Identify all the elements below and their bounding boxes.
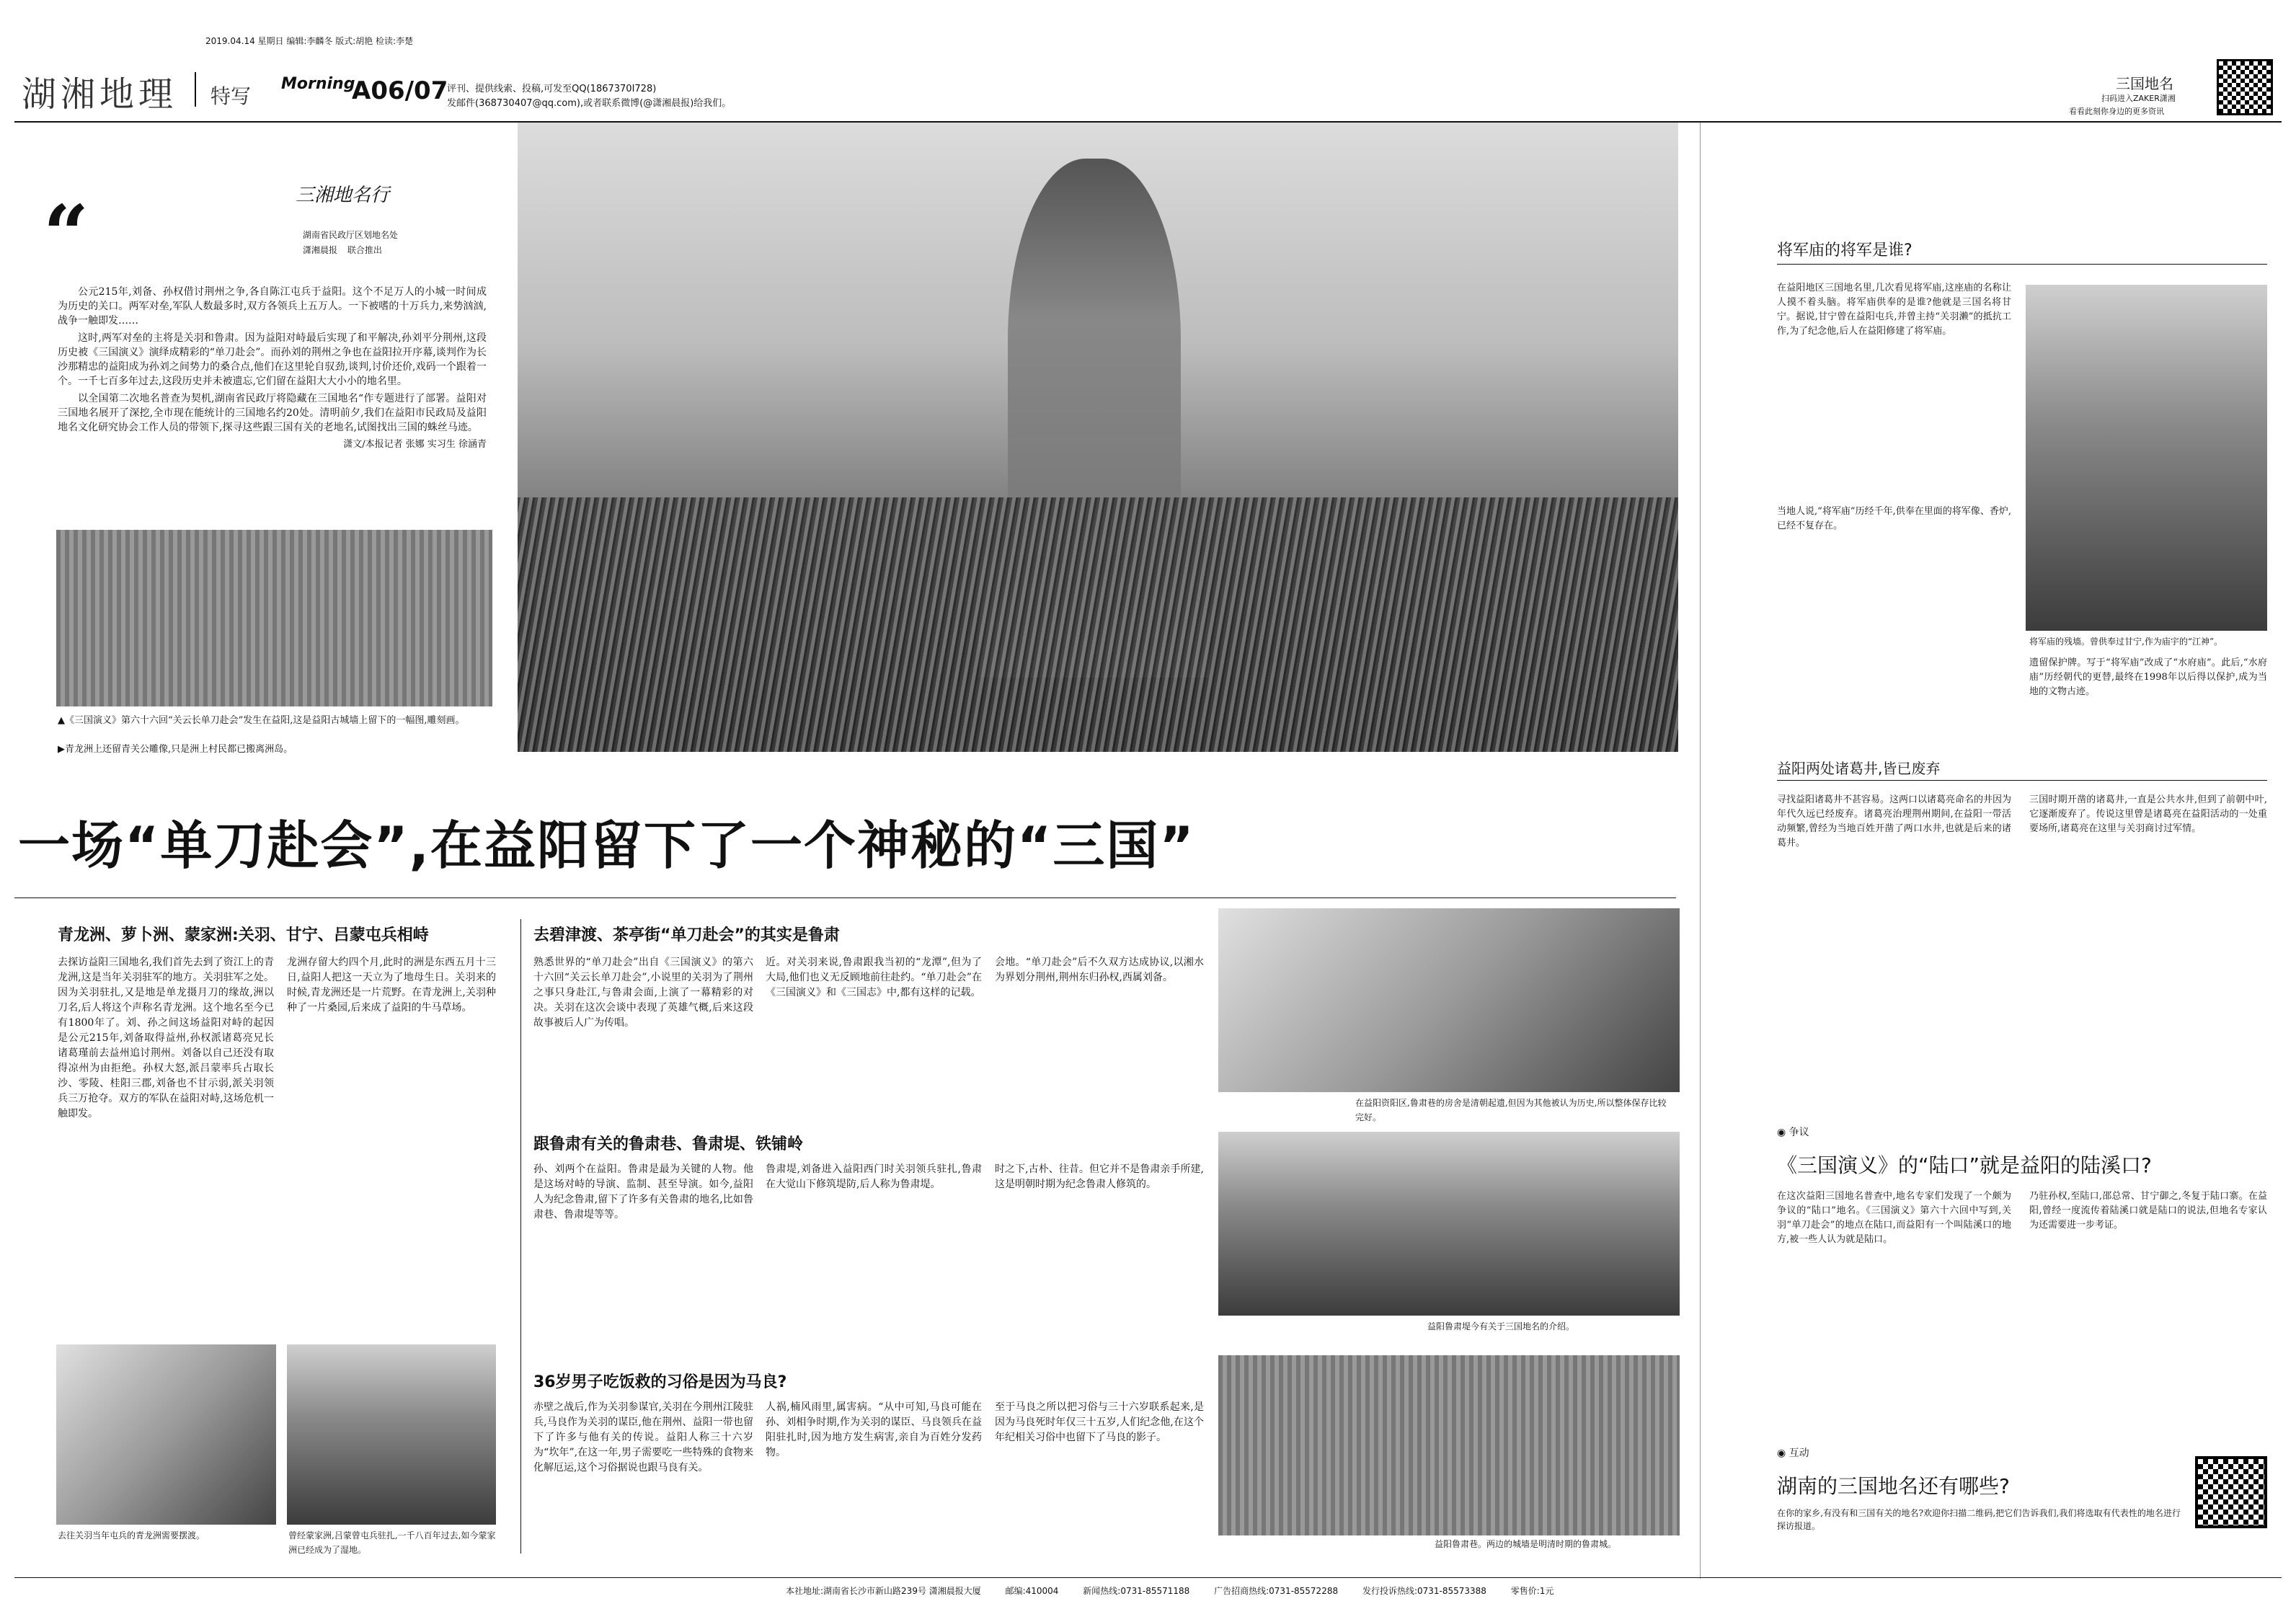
contact-line-1: 评刊、提供线索、投稿,可发至QQ(1867370I728): [447, 84, 657, 94]
sec4-col-b: 人祸,楠风雨里,属害病。“从中可知,马良可能在孙、刘相争时期,作为关羽的谋臣、马良领兵在益阳驻扎时,因为地方发生病害,亲自为百姓分发药物。: [766, 1401, 982, 1458]
intro-p1: 公元215年,刘备、孙权借讨荆州之争,各自陈江屯兵于益阳。这个不足万人的小城一时间成为历史的关口。两军对垒,军队人数最多时,双方各领兵上五万人。一下被嗜的十万兵力,来势汹汹,战争一触即发……: [58, 286, 487, 327]
sec1-col-a: 去探访益阳三国地名,我们首先去到了资江上的青龙洲,这是当年关羽驻军的地方。关羽驻军之处。因为关羽驻扎,又是地是单龙摄月刀的缘故,洲以刀名,后人将这个声称名青龙洲。这个地名至今已有1800年了。刘、孙之间这场益阳对峙的起因是公元215年,刘备取得益州,孙权派诸葛亮兄长诸葛瑾前去益州追讨荆州。刘备以自己还没有取得凉州为由拒绝。孙权大怒,派吕蒙率兵占取长沙、零陵、桂阳三郡,刘备也不甘示弱,派关羽领兵三万抢夺。双方的军队在益阳对峙,这场危机一触即发。: [58, 957, 274, 1120]
ferry-caption: 去往关羽当年屯兵的青龙洲需要摆渡。: [58, 1530, 205, 1541]
brand-text: Morning: [281, 75, 355, 93]
temple-caption: 将军庙的残墙。曾供奉过甘宁,作为庙宇的“江神”。: [2029, 637, 2223, 647]
sec3-title: 跟鲁肃有关的鲁肃巷、鲁肃堤、铁铺岭: [533, 1135, 804, 1153]
intro-p2: 这时,两军对垒的主将是关羽和鲁肃。因为益阳对峙最后实现了和平解决,孙刘平分荆州,这段历史被《三国演义》演绎成精彩的“单刀赴会”。而孙刘的荆州之争也在益阳拉开序幕,谈判作为长沙那精忠的益阳成为孙刘之间势力的桑合点,他们在这里轮自驭劲,谈判,讨价还价,戏码一个跟着一个。一千七百多年过去,这段历史并未被遗忘,它们留在益阳大大小小的地名里。: [58, 332, 487, 387]
header-divider: [195, 72, 196, 107]
mengjiazhou-caption: 曾经蒙家洲,吕蒙曾屯兵驻扎,一千八百年过去,如今蒙家洲已经成为了湿地。: [288, 1530, 496, 1555]
right-sub-2: 看看此刻你身边的更多资讯: [2069, 107, 2164, 116]
right-sec2-col-b: 三国时期开凿的诸葛井,一直是公共水井,但到了前朝中叶,它逐渐废弃了。传说这里曾是诸葛亮在益阳活动的一处重要场所,诸葛亮在这里与关羽商讨过军情。: [2029, 794, 2267, 834]
sec3-col-b: 鲁肃堤,刘备进入益阳西门时关羽领兵驻扎,鲁肃在大觉山下修筑堤防,后人称为鲁肃堤。: [766, 1163, 982, 1190]
dispute-tag-label: 争议: [1789, 1127, 1809, 1138]
right-sec2-rule: [1777, 780, 2267, 781]
right-sub-1: 扫码进入ZAKER潇湘: [2101, 94, 2176, 103]
dispute-col-b: 乃驻孙权,至陆口,邵总常、甘宁御之,冬复于陆口寨。在益阳,曾经一度流传着陆溪口就是陆口的说法,但地名专家认为还需要进一步考证。: [2029, 1191, 2267, 1231]
footer: [786, 1584, 1553, 1597]
mural-photo: [56, 530, 492, 706]
sec2-col-c: 会地。“单刀赴会”后不久双方达成协议,以湘水为界划分荆州,荆州东归孙权,西属刘备。: [995, 957, 1204, 983]
sec3-col-c: 时之下,古朴、往昔。但它并不是鲁肃亲手所建,这是明朝时期为纪念鲁肃人修筑的。: [995, 1163, 1204, 1190]
right-sec2-title: 益阳两处诸葛井,皆已废弃: [1777, 760, 1941, 777]
lusu-wall-man-photo: [1218, 1355, 1680, 1535]
headline: 一场“单刀赴会”,在益阳留下了一个神秘的“三国”: [18, 815, 1195, 876]
house-caption: 在益阳资阳区,鲁肃巷的房舍是清朝起遗,但因为其他被认为历史,所以整体保存比较完好。: [1355, 1098, 1667, 1122]
col-divider-1: [520, 919, 521, 1553]
footer-rule: [14, 1577, 2282, 1578]
sec2-col-b: 近。对关羽来说,鲁肃跟我当初的“龙潭”,但为了大局,他们也义无反顾地前往赴约。“单刀赴会”在《三国演义》和《三国志》中,都有这样的记载。: [766, 957, 982, 998]
right-page-title: 三国地名: [2116, 75, 2173, 92]
sec4-title: 36岁男子吃饭救的习俗是因为马良?: [533, 1373, 787, 1391]
right-sec1-rule: [1777, 264, 2267, 265]
contact-line-2: 发邮件(368730407@qq.com),或者联系微博(@潇湘晨报)给我们。: [447, 98, 732, 109]
interact-tag: [1777, 1445, 1809, 1460]
sec2-title: 去碧津渡、茶亭街“单刀赴会”的其实是鲁肃: [533, 926, 840, 944]
section-title: 湖湘地理: [22, 74, 178, 115]
sec4-col-a: 赤壁之战后,作为关羽参谋官,关羽在今荆州江陵驻兵,马良作为关羽的谋臣,他在荆州、益阳一带也留下了许多与他有关的传说。益阳人称三十六岁为“坎年”,在这一年,男子需要吃一些特殊的食物来化解厄运,这个习俗据说也跟马良有关。: [533, 1401, 753, 1473]
sec3-col-a: 孙、刘两个在益阳。鲁肃是最为关键的人物。他是这场对峙的导演、监制、甚至导演。如今,益阳人为纪念鲁肃,留下了许多有关鲁肃的地名,比如鲁肃巷、鲁肃堤等等。: [533, 1163, 753, 1220]
footer-ad: 广告招商热线:0731-85572288: [1214, 1586, 1339, 1596]
sec4-col-c: 至于马良之所以把习俗与三十六岁联系起来,是因为马良死时年仅三十五岁,人们纪念他,在这个年纪相关习俗中也留下了马良的影子。: [995, 1401, 1204, 1443]
qr-code-header[interactable]: [2217, 59, 2273, 115]
interact-title: 湖南的三国地名还有哪些?: [1777, 1474, 2010, 1498]
dispute-col-a: 在这次益阳三国地名普查中,地名专家们发现了一个颇为争议的“陆口”地名。《三国演义》第六十六回中写到,关羽“单刀赴会”的地点在陆口,而益阳有一个叫陆溪口的地方,被一些人认为就是陆口。: [1777, 1191, 2011, 1245]
sec1-col-b: 龙洲存留大约四个月,此时的洲是东西五月十三日,益阳人把这一天立为了地母生日。关羽来的时候,青龙洲还是一片荒野。在青龙洲上,关羽种种了一片桑园,后来成了益阳的牛马草场。: [287, 957, 496, 1014]
lusu-dike-photo: [1218, 1132, 1680, 1316]
footer-address: 本社地址:湖南省长沙市新山路239号 潇湘晨报大厦: [786, 1586, 981, 1596]
hero-photo-statue: [518, 123, 1678, 752]
mural-caption: ▲《三国演义》第六十六回“关云长单刀赴会”发生在益阳,这是益阳古城墙上留下的一幅图,雕刻画。: [58, 715, 465, 726]
footer-hotline: 新闻热线:0731-85571188: [1083, 1586, 1190, 1596]
quote-mark-icon: “: [43, 187, 89, 280]
right-sec1-col-b: 当地人说,“将军庙”历经千年,供奉在里面的将军像、香炉,已经不复存在。: [1777, 506, 2011, 531]
page-fold: [1700, 123, 1701, 1579]
page-number: A06/07: [352, 76, 448, 105]
sec2-col-a: 熟悉世界的“单刀赴会”出自《三国演义》的第六十六回“关云长单刀赴会”,小说里的关羽为了荆州之事只身赴江,与鲁肃会面,上演了一幕精彩的对决。关羽在这次会谈中表现了英雄气概,后来这段故事被后人广为传唱。: [533, 957, 753, 1029]
footer-price: 零售价:1元: [1510, 1586, 1554, 1596]
grass-foreground: [518, 497, 1678, 752]
dispute-tag: [1777, 1125, 1809, 1139]
column-logo-partner-2: 联合推出: [347, 245, 382, 255]
column-logo-partner-1: 潇湘晨报: [303, 245, 338, 255]
intro-byline: 潇文/本报记者 张娜 实习生 徐涵青: [343, 439, 487, 450]
sec1-title: 青龙洲、萝卜洲、蒙家洲:关羽、甘宁、吕蒙屯兵相峙: [58, 926, 429, 944]
temple-extra-text: 遗留保护牌。写于“将军庙”改成了“水府庙”。此后,“水府庙”历经朝代的更替,最终在1998年以后得以保护,成为当地的文物古迹。: [2029, 657, 2267, 697]
interact-tag-label: 互动: [1789, 1448, 1809, 1459]
column-logo-line-2: [303, 244, 418, 256]
footer-dist: 发行投诉热线:0731-85573388: [1362, 1586, 1486, 1596]
column-logo-title: 三湘地名行: [296, 185, 390, 206]
right-sec1-col-a: 在益阳地区三国地名里,几次看见将军庙,这座庙的名称让人摸不着头脑。将军庙供奉的是谁?他就是三国名将甘宁。据说,甘宁曾在益阳屯兵,并曾主持“关羽濑”的抵抗工作,为了纪念他,后人在益阳修建了将军庙。: [1777, 283, 2011, 337]
interact-tag-icon: ◉: [1777, 1448, 1789, 1459]
intro-p3: 以全国第二次地名普查为契机,湖南省民政厅将隐藏在三国地名“作专题进行了部署。益阳对三国地名展开了深挖,全市现在能统计的三国地名约20处。清明前夕,我们在益阳市民政局及益阳地名文化研究协会工作人员的带领下,探寻这些跟三国有关的老地名,试图找出三国的蛛丝马迹。: [58, 393, 487, 433]
ferry-photo: [56, 1344, 276, 1525]
right-sec2-col-a: 寻找益阳诸葛井不甚容易。这两口以诸葛亮命名的井因为年代久远已经废弃。诸葛亮治理荆州期间,在益阳一带活动频繁,曾经为当地百姓开凿了两口水井,也就是后来的诸葛井。: [1777, 794, 2012, 848]
mengjiazhou-photo: [287, 1344, 496, 1525]
right-sec1-title: 将军庙的将军是谁?: [1777, 241, 1912, 260]
section-tag: 特写: [210, 84, 252, 108]
date-line: 2019.04.14 星期日 编辑:李麟冬 版式:胡艳 检读:李楚: [205, 36, 414, 46]
footer-postcode: 邮编:410004: [1005, 1586, 1059, 1596]
column-logo-line-1: 湖南省民政厅区划地名处: [303, 230, 399, 240]
qr-code-interact[interactable]: [2195, 1456, 2267, 1528]
dispute-title: 《三国演义》的“陆口”就是益阳的陆溪口?: [1777, 1153, 2152, 1177]
intro-text: [58, 285, 487, 452]
brand-logo: [281, 75, 355, 93]
headline-rule: [14, 897, 1676, 898]
dispute-tag-icon: ◉: [1777, 1127, 1789, 1138]
column-logo: [267, 180, 418, 267]
wall-caption: 益阳鲁肃堤今有关于三国地名的介绍。: [1427, 1321, 1575, 1331]
interact-text: 在你的家乡,有没有和三国有关的地名?欢迎你扫描二维码,把它们告诉我们,我们将选取有代表性的地名进行探访报道。: [1777, 1508, 2181, 1531]
temple-ruin-photo: [2026, 285, 2267, 631]
man-caption: 益阳鲁肃巷。两边的城墙是明清时期的鲁肃城。: [1435, 1539, 1617, 1549]
lusu-lane-house-photo: [1218, 908, 1680, 1092]
statue-caption: ▶青龙洲上还留青关公雕像,只是洲上村民都已搬离洲岛。: [58, 744, 293, 755]
